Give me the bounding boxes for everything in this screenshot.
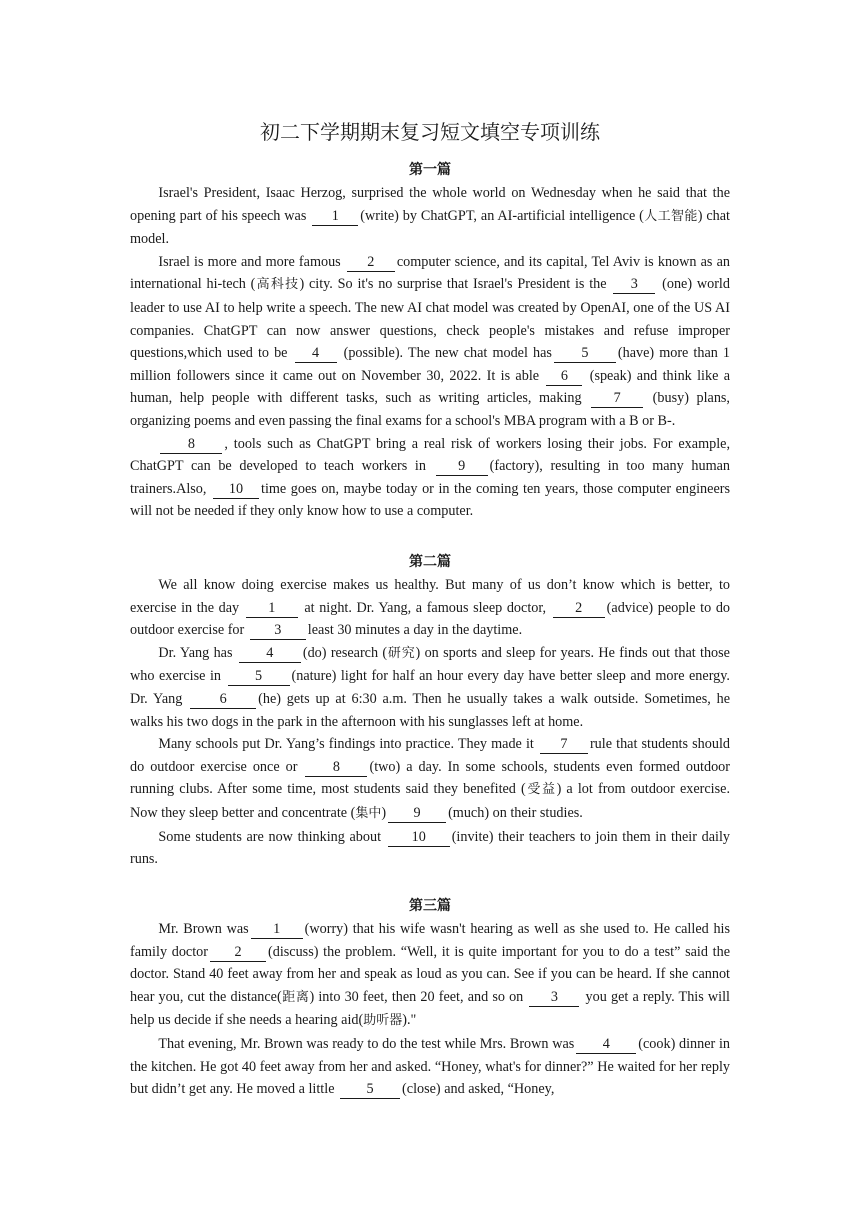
passage-text: ) into 30 feet, then 20 feet, and so on	[309, 988, 528, 1005]
passage-text: (invite) their teachers to join them in their daily runs.	[130, 828, 730, 868]
passage-text: (much) on their studies.	[448, 804, 583, 821]
passage-text: ) a lot from outdoor exercise. Now they sleep better and concentrate (	[130, 781, 730, 821]
passage-text: (do) research (	[302, 644, 388, 661]
paragraph	[130, 826, 730, 871]
section-3-heading: 第三篇	[409, 898, 451, 914]
passage-text: (speak) and think like a human, help people with different tasks, such as writing articles, making	[130, 367, 730, 407]
chinese-gloss: 人工智能	[643, 208, 698, 224]
answer-blank[interactable]: 5	[228, 668, 290, 686]
answer-blank[interactable]: 3	[250, 622, 306, 640]
passage-text: Some students are now thinking about	[158, 828, 386, 845]
section-1-body	[130, 182, 730, 523]
passage-text: ) chat model.	[130, 207, 730, 248]
passage-text: (busy) plans, organizing poems and even passing the final exams for a school's MBA program with a B or B-.	[130, 390, 730, 429]
section-3-body	[130, 918, 730, 1101]
chinese-gloss: 受益	[525, 782, 557, 798]
answer-blank[interactable]: 10	[213, 481, 259, 499]
answer-blank[interactable]: 6	[190, 691, 256, 709]
answer-blank[interactable]: 10	[388, 829, 450, 847]
answer-blank[interactable]: 8	[160, 436, 222, 454]
answer-blank[interactable]: 4	[295, 345, 337, 363]
passage-text: )	[381, 804, 387, 821]
answer-blank[interactable]: 4	[239, 645, 301, 663]
passage-text: at night. Dr. Yang, a famous sleep doctor,	[299, 599, 551, 616]
section-2-heading: 第二篇	[409, 554, 451, 570]
passage-text: (advice) people to do outdoor exercise for	[130, 599, 731, 639]
chinese-gloss: 高科技	[255, 277, 300, 293]
answer-blank[interactable]: 3	[529, 989, 579, 1007]
passage-text: time goes on, maybe today or in the coming ten years, those computer engineers will not be needed if they only know how to use a computer.	[130, 480, 730, 520]
answer-blank[interactable]: 1	[312, 208, 358, 226]
passage-text: (close) and asked, “Honey,	[402, 1081, 555, 1098]
answer-blank[interactable]: 7	[540, 736, 588, 754]
answer-blank[interactable]: 5	[554, 345, 616, 363]
passage-text: (he) gets up at 6:30 a.m. Then he usually takes a walk outside. Sometimes, he walks his two dogs in the park in the afternoon with his sunglasses left at home.	[130, 690, 730, 730]
passage-text: Many schools put Dr. Yang’s findings into practice. They made it	[158, 736, 538, 753]
paragraph	[130, 733, 730, 825]
passage-text: rule that students should do outdoor exercise once or	[130, 736, 730, 775]
passage-text: you get a reply. This will help us decide if she needs a hearing aid(	[130, 988, 730, 1029]
page-title: 初二下学期期末复习短文填空专项训练	[260, 120, 600, 144]
answer-blank[interactable]: 2	[553, 600, 605, 618]
paragraph	[130, 1033, 730, 1101]
paragraph	[130, 642, 730, 733]
paragraph	[130, 918, 730, 1033]
passage-text: (nature) light for half an hour every day have better sleep and more energy. Dr. Yang	[130, 668, 730, 707]
passage-text: least 30 minutes a day in the daytime.	[307, 622, 523, 639]
answer-blank[interactable]: 2	[210, 944, 266, 962]
answer-blank[interactable]: 8	[305, 759, 367, 777]
answer-blank[interactable]: 6	[546, 368, 582, 386]
answer-blank[interactable]: 4	[576, 1036, 636, 1054]
passage-text: (have) more than 1 million followers since it came out on November 30, 2022. It is able	[130, 345, 730, 384]
paragraph	[130, 182, 730, 251]
passage-text: (worry) that his wife wasn't hearing as well as she used to. He called his family doctor	[130, 921, 730, 960]
answer-blank[interactable]: 5	[340, 1081, 400, 1099]
passage-text: ) city. So it's no surprise that Israel's President is the	[299, 276, 612, 293]
paragraph	[130, 251, 730, 433]
section-2-body	[130, 574, 730, 871]
passage-text: (factory), resulting in too many human trainers.Also,	[130, 458, 730, 497]
passage-text: (two) a day. In some schools, students even formed outdoor running clubs. After some time, most students said they benefited (	[130, 758, 730, 798]
passage-text: (one) world leader to use AI to help write a speech. The new AI chat model was created by OpenAI, one of the US AI companies. ChatGPT can now answer questions, check people's mistakes and refuse improper questions,which used to be	[130, 276, 730, 362]
passage-text: (possible). The new chat model has	[338, 345, 552, 362]
chinese-gloss: 研究	[387, 645, 416, 661]
answer-blank[interactable]: 9	[388, 805, 446, 823]
passage-text: (discuss) the problem. “Well, it is quite important for you to do a test” said the doctor. Stand 40 feet away from her and speak as loud as you can. See if you can be heard. If she cannot hear you, cut the distance(	[130, 943, 730, 1005]
passage-text: ) on sports and sleep for years. He finds out that those who exercise in	[130, 644, 730, 685]
answer-blank[interactable]: 3	[613, 276, 655, 294]
passage-text: Israel is more and more famous	[158, 253, 345, 270]
passage-text: Dr. Yang has	[158, 644, 237, 661]
paragraph	[130, 433, 730, 523]
passage-text: (cook) dinner in the kitchen. He got 40 feet away from her and asked. “Honey, what's for dinner?” He waited for her reply but didn’t get any. He moved a little	[130, 1035, 730, 1098]
chinese-gloss: 距离	[281, 989, 310, 1005]
answer-blank[interactable]: 1	[246, 600, 298, 618]
section-1-heading: 第一篇	[409, 162, 451, 178]
passage-text: Israel's President, Isaac Herzog, surprised the whole world on Wednesday when he said that the opening part of his speech was	[130, 185, 730, 224]
passage-text: computer science, and its capital, Tel Aviv is known as an international hi-tech (	[130, 253, 730, 293]
passage-text: (write) by ChatGPT, an AI-artificial intelligence (	[360, 207, 644, 224]
chinese-gloss: 助听器	[363, 1013, 403, 1029]
passage-text: )."	[402, 1012, 417, 1029]
passage-text: , tools such as ChatGPT bring a real risk of workers losing their jobs. For example, ChatGPT can be developed to teach workers in	[130, 435, 730, 475]
passage-text: We all know doing exercise makes us healthy. But many of us don’t know which is better, to exercise in the day	[130, 577, 730, 616]
passage-text: That evening, Mr. Brown was ready to do the test while Mrs. Brown was	[158, 1035, 575, 1052]
paragraph	[130, 574, 730, 642]
answer-blank[interactable]: 2	[347, 254, 395, 272]
chinese-gloss: 集中	[355, 805, 382, 821]
answer-blank[interactable]: 9	[436, 458, 488, 476]
answer-blank[interactable]: 7	[591, 390, 643, 408]
passage-text: Mr. Brown was	[158, 921, 249, 937]
answer-blank[interactable]: 1	[251, 921, 303, 939]
